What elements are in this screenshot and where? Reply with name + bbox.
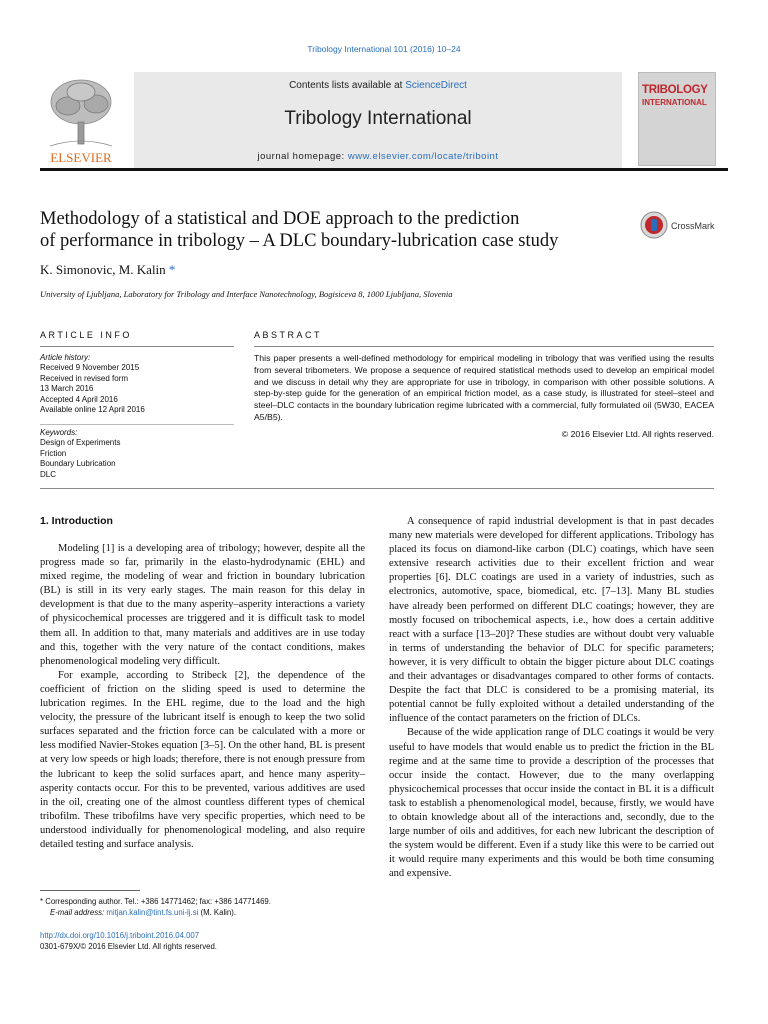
article-title bbox=[40, 208, 640, 252]
email-link[interactable]: mitjan.kalin@tint.fs.uni-lj.si bbox=[106, 907, 199, 917]
homepage-link[interactable]: www.elsevier.com/locate/triboint bbox=[347, 151, 499, 162]
body-column-right bbox=[389, 515, 714, 881]
sciencedirect-link[interactable]: ScienceDirect bbox=[405, 80, 467, 91]
contents-line bbox=[134, 80, 622, 91]
abstract-rule bbox=[254, 346, 714, 347]
corresponding-author-note: * Corresponding author. Tel.: +386 14771462; fax: +386 14771469. bbox=[40, 897, 271, 906]
crossmark-badge[interactable] bbox=[640, 210, 730, 240]
article-history bbox=[40, 353, 234, 415]
journal-title: Tribology International bbox=[284, 108, 472, 129]
keyword-item: Design of Experiments bbox=[40, 438, 121, 448]
doi-link[interactable]: http://dx.doi.org/10.1016/j.triboint.2016.04.007 bbox=[40, 931, 200, 940]
body-paragraph: For example, according to Stribeck [2], the dependence of the coefficient of friction on the sliding speed is used to determine the lubrication regimes. In the EHL regime, due to the load and the high velocity, the pressure of the lubricant itself is enough to keep the two solid surfaces separated and the friction force can be calculated with a more or less modified Navier-Stokes equation [3–5]. On the other hand, BL is present at very low speeds or high loads; therefore, there is not enough pressure from the lubricant to keep the solid surfaces apart, and hence many asperity–asperity contacts occur. For this to be prevented, various additives are used in the oil, creating one of the almost countless different types of chemical tribofilm. These tribofilms have very specific properties, which need to be understood individually for phenomenological modeling, and also require detailed testing and surface analysis. bbox=[40, 669, 365, 850]
abstract-text: This paper presents a well-defined methodology for empirical modeling in tribology that was verified using the results from several tribometers. We propose a sequence of required statistical methods used to develop an empirical model and we discuss in detail why they are appropriate for use in tribology, in comparison with other possible solutions. A step-by-step guide for the generation of an empirical friction model, as a case study, is illustrated for steel–steel and steel–DLC contacts in the boundary lubrication regime lubricated with a commercial, fully formulated oil (5W30, EACEA A5/B5). bbox=[254, 353, 714, 422]
article-title-line-2: of performance in tribology – A DLC boundary-lubrication case study bbox=[40, 231, 559, 251]
doi-block bbox=[40, 931, 217, 952]
keyword-item: DLC bbox=[40, 469, 57, 479]
history-item: Received 9 November 2015 bbox=[40, 363, 140, 373]
footnote bbox=[40, 897, 365, 918]
keyword-item: Friction bbox=[40, 448, 67, 458]
corresponding-author-mark[interactable]: * bbox=[168, 262, 176, 277]
body-paragraph: Because of the wide application range of DLC coatings it would be very useful to have models that would enable us to predict the friction in the BL regime and at the same time to provide a description of the processes that occur inside the contact. However, due to the many overlapping physicochemical processes that occur inside the contact in BL it is a difficult task to establish a phenomenological model, because, firstly, we would have to obtain knowledge about all of the interactions and, secondly, due to the large number of oils and additives, for each new lubricant the description of the system would be different. Even if a study like this were to be carried out it would require many experiments and this would be both time consuming and expensive. bbox=[389, 727, 714, 880]
abstract-bottom-rule bbox=[40, 488, 714, 489]
email-line bbox=[40, 908, 365, 919]
header-divider bbox=[40, 168, 728, 171]
history-item: Available online 12 April 2016 bbox=[40, 405, 145, 415]
journal-homepage bbox=[134, 151, 622, 162]
article-title-line-1: Methodology of a statistical and DOE approach to the prediction bbox=[40, 209, 520, 229]
elsevier-tree-icon bbox=[40, 72, 122, 164]
body-paragraph: Modeling [1] is a developing area of tribology; however, despite all the progress made so far, primarily in the elasto-hydrodynamic (EHL) and mixed regime, the modeling of wear and friction in boundary lubrication (BL) is still in its very early stages. The main reason for this delay in development is that due to the many asperity–asperity interactions a variety of physicochemical processes are triggered and it is difficult task to model them all. In addition to that, many materials and additives are in use today and this, together with the very nature of the contact conditions, makes phenomenological modeling very difficult. bbox=[40, 543, 365, 667]
cover-subtitle: INTERNATIONAL bbox=[642, 98, 707, 107]
author-names: K. Simonovic, M. Kalin bbox=[40, 262, 166, 277]
history-label: Article history: bbox=[40, 353, 91, 362]
email-label: E-mail address: bbox=[50, 907, 107, 917]
section-heading-introduction: 1. Introduction bbox=[40, 515, 113, 527]
body-paragraph: A consequence of rapid industrial development is that in past decades many new materials were developed for different applications. Tribology has placed its focus on diamond-like carbon (DLC) coatings, which have seen extensive research activities due to their excellent friction and wear properties [6]. DLC coatings are used in a variety of industries, such as electronics, automotive, space, biomedical, etc. [7–13]. Many BL studies have already been performed on different DLC coatings; however, they are mostly focused on tribochemical aspects, i.e., how does a certain additive react with a surface [13–20]? These studies are without doubt very valuable in terms of understanding the behavior of DLC for specific parameters; however, it is very difficult to obtain the bigger picture about DLC coatings and their advantages or disadvantages compared to other forms of contacts. Despite the fact that DLC is considered to be a promising material, its potential cannot be fully exploited without a detailed understanding of the influence of the contact parameters on the friction of DLCs. bbox=[389, 516, 714, 725]
history-item: Received in revised form bbox=[40, 373, 129, 383]
keywords-label: Keywords: bbox=[40, 428, 78, 437]
issn-copyright: 0301-679X/© 2016 Elsevier Ltd. All rights reserved. bbox=[40, 941, 217, 951]
keyword-item: Boundary Lubrication bbox=[40, 459, 116, 469]
body-column-left bbox=[40, 542, 365, 852]
crossmark-label: CrossMark bbox=[671, 221, 715, 231]
homepage-label: journal homepage: bbox=[257, 151, 348, 162]
history-item: Accepted 4 April 2016 bbox=[40, 394, 118, 404]
keywords bbox=[40, 428, 234, 480]
crossmark-icon bbox=[640, 210, 730, 240]
email-suffix: (M. Kalin). bbox=[198, 907, 237, 917]
contents-prefix: Contents lists available at bbox=[289, 80, 406, 91]
elsevier-wordmark: ELSEVIER bbox=[50, 150, 112, 164]
authors bbox=[40, 262, 175, 278]
article-info-rule bbox=[40, 346, 234, 347]
affiliation: University of Ljubljana, Laboratory for Tribology and Interface Nanotechnology, Bogisiceva 8, 1000 Ljubljana, Slovenia bbox=[40, 289, 453, 299]
elsevier-logo[interactable] bbox=[40, 72, 122, 164]
cover-title: TRIBOLOGY bbox=[642, 84, 708, 96]
info-separator bbox=[40, 424, 234, 425]
abstract-heading: ABSTRACT bbox=[254, 330, 323, 340]
journal-reference[interactable]: Tribology International 101 (2016) 10–24 bbox=[307, 44, 461, 54]
footnote-rule bbox=[40, 890, 140, 891]
history-item: 13 March 2016 bbox=[40, 384, 94, 394]
article-info-heading: ARTICLE INFO bbox=[40, 330, 132, 340]
abstract-copyright: © 2016 Elsevier Ltd. All rights reserved. bbox=[561, 429, 714, 439]
